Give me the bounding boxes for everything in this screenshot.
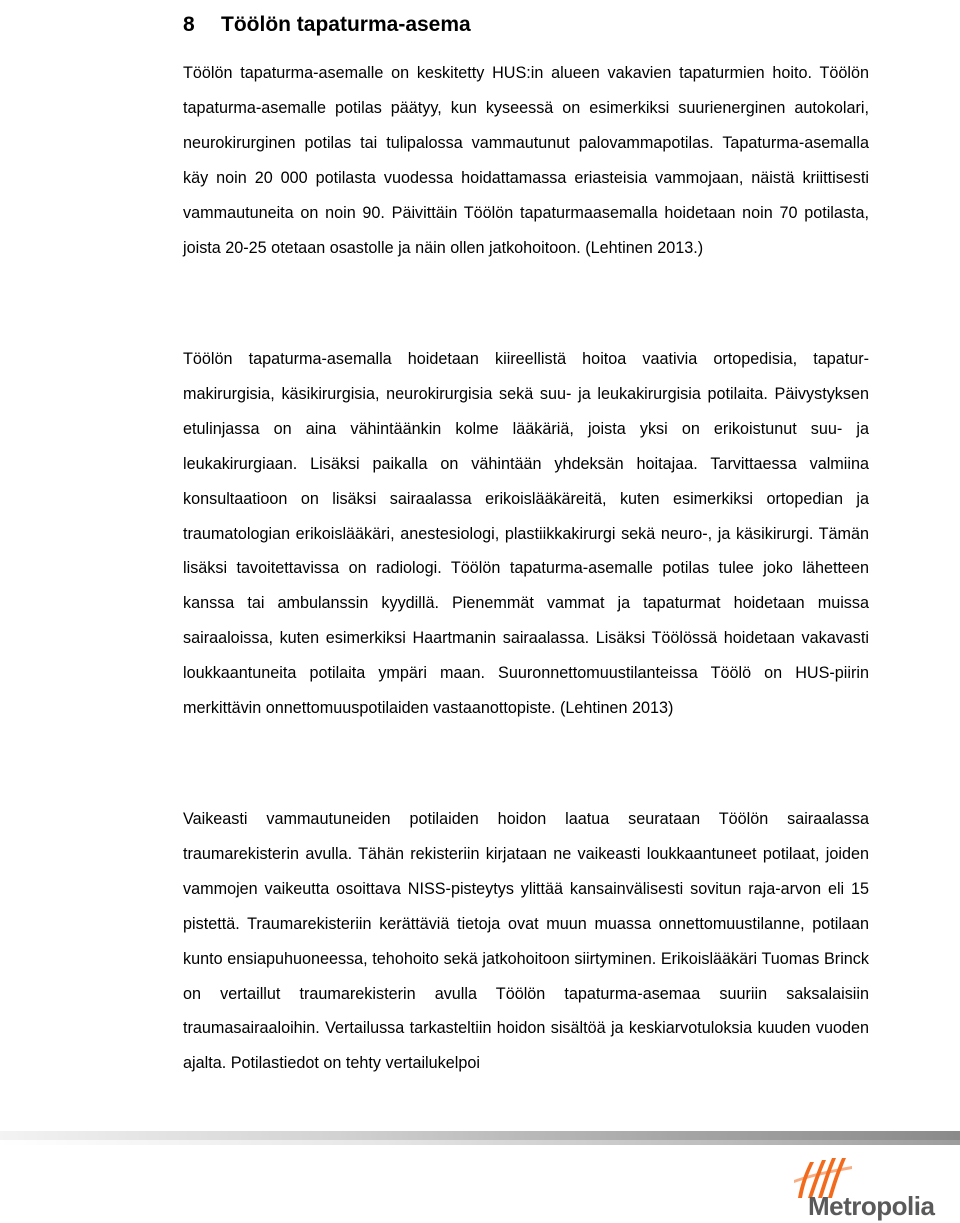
- footer-divider: [0, 1131, 960, 1145]
- paragraph-1: Töölön tapaturma-asemalle on keskitetty HUS:in alueen vakavien tapaturmien hoito. Töölön tapaturma-asemalle potilas päätyy, kun kyseessä on esimerkiksi suurienerginen autokolari, neurokirurginen potilas tai tulipalossa vammautunut palovammapotilas. Tapaturma-asemalla käy noin 20 000 potilasta vuodessa hoidattamassa eriasteisia vammojaan, näistä kriittisesti vammautuneita on noin 90. Päivittäin Töölön tapaturmaasemalla hoidetaan noin 70 potilasta, joista 20-25 otetaan osastolle ja näin ollen jatkohoitoon. (Lehtinen 2013.): [183, 64, 869, 257]
- section-heading: [183, 10, 471, 40]
- section-number: 8: [183, 13, 195, 37]
- paragraph-2: Töölön tapaturma-asemalla hoidetaan kiireellistä hoitoa vaativia ortopedisia, tapaturmakirurgisia, käsikirurgisia, neurokirurgisia sekä suu- ja leukakirurgisia potilaita. Päivystyksen etulinjassa on aina vähintäänkin kolme lääkäriä, joista yksi on erikoistunut suu- ja leukakirurgiaan. Lisäksi paikalla on vähintään yhdeksän hoitajaa. Tarvittaessa valmiina konsultaatioon on lisäksi sairaalassa erikoislääkäreitä, kuten esimerkiksi ortopedian ja traumatologian erikoislääkäri, anestesiologi, plastiikkakirurgi sekä neuro-, ja käsikirurgi. Tämän lisäksi tavoitettavissa on radiologi. Töölön tapaturma-asemalle potilas tulee joko lähetteen kanssa tai ambulanssin kyydillä. Pienemmät vammat ja tapaturmat hoidetaan muissa sairaaloissa, kuten esimerkiksi Haartmanin sairaalassa. Lisäksi Töölössä hoidetaan vakavasti loukkaantuneita potilaita ympäri maan. Suuronnettomuustilanteissa Töölö on HUS-piirin merkittävin onnettomuuspotilaiden vastaanottopiste. (Lehtinen 2013): [183, 350, 869, 718]
- paragraph-3: Vaikeasti vammautuneiden potilaiden hoidon laatua seurataan Töölön sairaalassa traumarekisterin avulla. Tähän rekisteriin kirjataan ne vaikeasti loukkaantuneet potilaat, joiden vammojen vaikeutta osoittava NISS-pisteytys ylittää kansainvälisesti sovitun raja-arvon eli 15 pistettä. Traumarekisteriin kerättäviä tietoja ovat muun muassa onnettomuustilanne, potilaan kunto ensiapuhuoneessa, tehohoito sekä jatkohoitoon siirtyminen. Erikoislääkäri Tuomas Brinck on vertaillut traumarekisterin avulla Töölön tapaturma-asemaa suuriin saksalaisiin traumasairaaloihin. Vertailussa tarkasteltiin hoidon sisältöä ja keskiarvotuloksia kuuden vuoden ajalta. Potilastiedot on tehty vertailukelpoi: [183, 810, 869, 1073]
- logo-wordmark: Metropolia: [808, 1191, 935, 1221]
- section-title: Töölön tapaturma-asema: [221, 13, 471, 37]
